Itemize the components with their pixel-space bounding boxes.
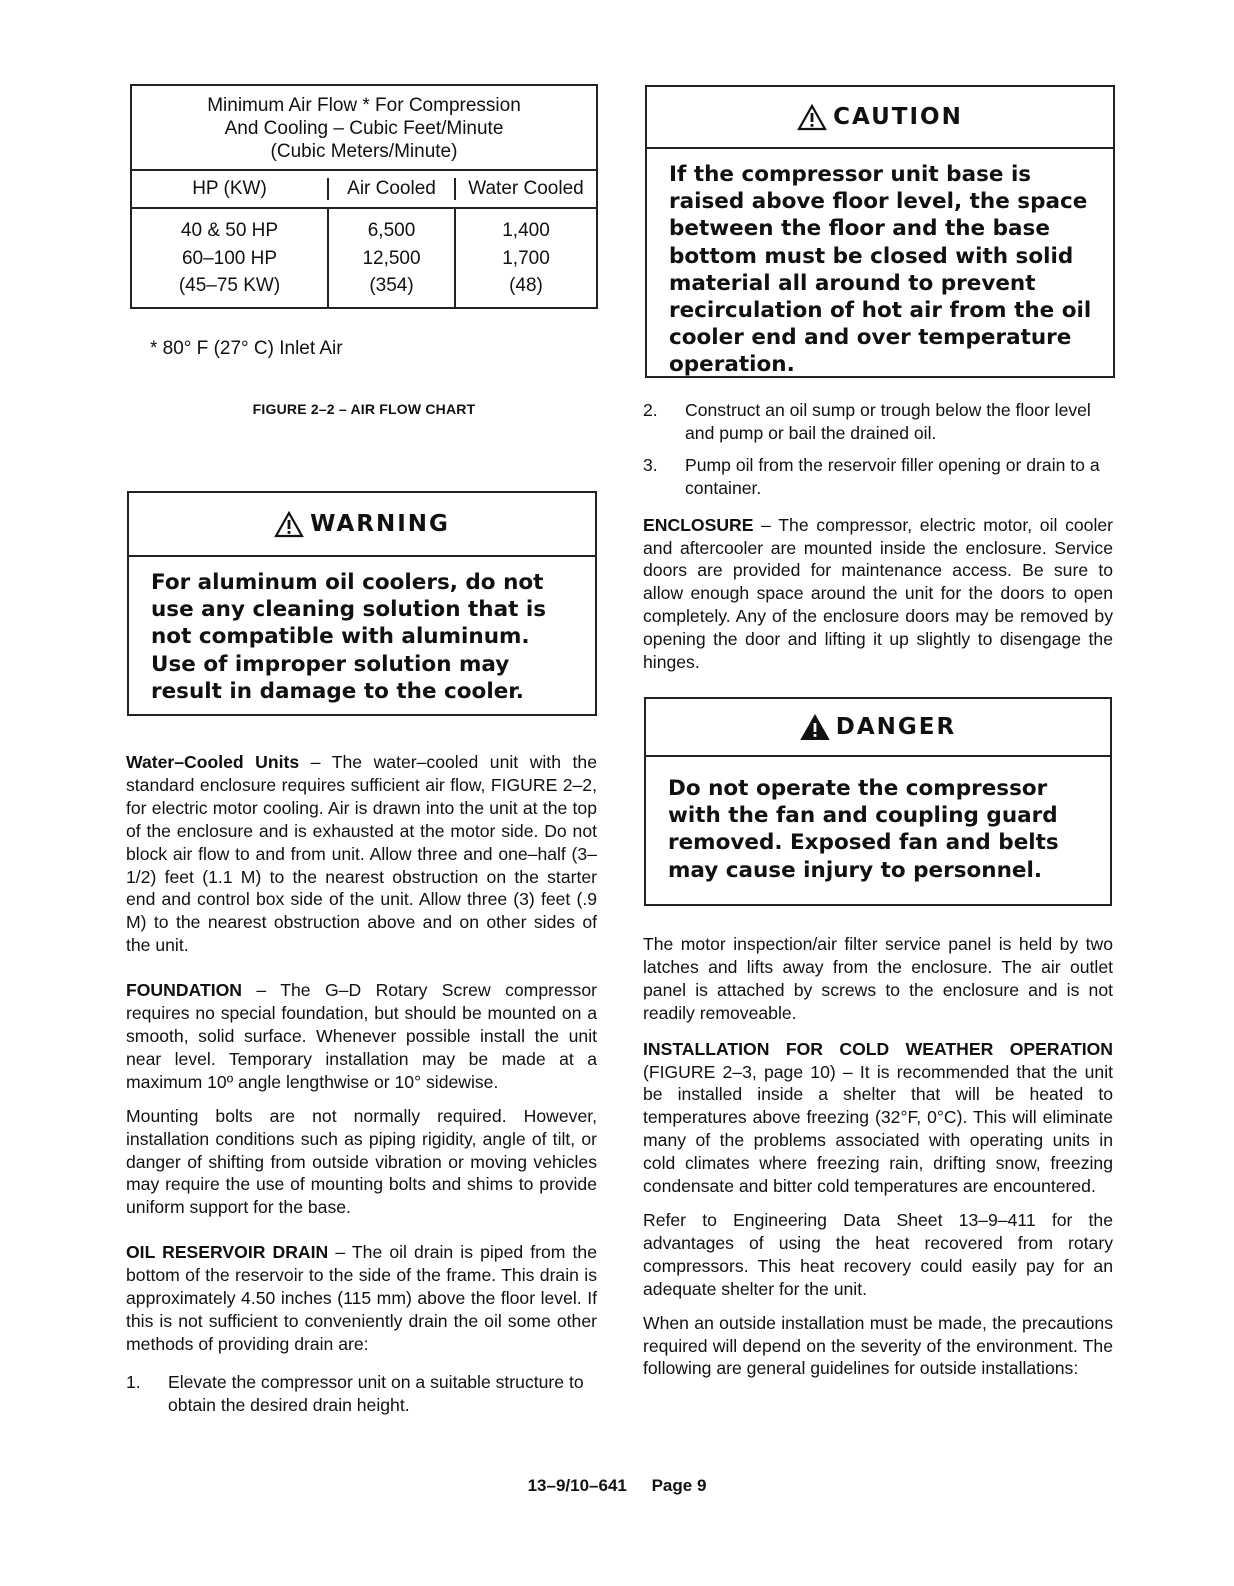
table-cell: 1,400 — [502, 220, 550, 241]
figure-caption: FIGURE 2–2 – AIR FLOW CHART — [252, 401, 476, 417]
danger-icon — [800, 714, 830, 741]
foundation-text: – The G–D Rotary Screw compressor requires no special foundation, but should be mounted on a smooth, solid surface. Whenever possible install the unit near level. Temporary installation may be made at a maximum 10º angle lengthwise or 10° sidewise. — [126, 980, 597, 1092]
air-cooled-column — [329, 209, 456, 307]
caution-text: If the compressor unit base is raised above floor level, the space between the floor and the base bottom must be closed with solid material all around to prevent recirculation of hot air from the oil cooler end and over temperature operation. — [669, 162, 1092, 378]
right-column — [643, 399, 1113, 674]
table-cell: 6,500 — [367, 220, 416, 241]
enclosure-text: – The compressor, electric motor, oil cooler and aftercooler are mounted inside the enclosure. Service doors are provided for maintenance access. Be sure to allow enough space around the unit for the doors to open completely. Any of the enclosure doors may be removed by opening the door and lifting it up slightly to disengage the hinges. — [643, 514, 1113, 673]
water-cooled-paragraph — [126, 751, 597, 957]
oil-drain-text: – The oil drain is piped from the bottom of the reservoir to the side of the frame. This drain is approximately 4.50 inches (115 mm) above the floor level. If this is not sufficient to conveniently drain the oil some other methods of providing drain are: — [126, 1242, 597, 1354]
caution-box — [645, 85, 1115, 378]
document-number: 13–9/10–641 — [527, 1476, 627, 1495]
foundation-paragraph — [126, 979, 597, 1094]
water-cooled-text: – The water–cooled unit with the standard enclosure requires sufficient air flow, FIGURE 2–2, for electric motor cooling. Air is drawn into the unit at the top of the enclosure and is exhausted at the motor side. Do not block air flow to and from unit. Allow three and one–half (3–1/2) feet (1.1 M) to the nearest obstruction on the starter end and control box side of the unit. Allow three (3) feet (.9 M) to the nearest obstruction above and on other sides of the unit. — [126, 752, 597, 956]
enclosure-heading: ENCLOSURE — [643, 514, 754, 535]
page-number: Page 9 — [651, 1476, 707, 1495]
mounting-paragraph: Mounting bolts are not normally required. However, installation conditions such as piping rigidity, angle of tilt, or danger of shifting from outside vibration or moving vehicles may require the use of mounting bolts and shims to provide uniform support for the base. — [126, 1105, 597, 1218]
foundation-heading: FOUNDATION — [126, 980, 242, 1001]
water-cooled-column — [456, 209, 596, 307]
danger-text: Do not operate the compressor with the fan and coupling guard removed. Exposed fan and belts may cause injury to personnel. — [668, 776, 1059, 883]
warning-icon — [274, 511, 304, 538]
warning-box — [127, 491, 597, 716]
airflow-table-caption: Minimum Air Flow * For Compression And Cooling – Cubic Feet/Minute (Cubic Meters/Minute) — [132, 86, 596, 171]
warning-title: WARNING — [310, 511, 450, 537]
column-header-hp: HP (KW) — [132, 178, 329, 200]
cold-weather-heading: INSTALLATION FOR COLD WEATHER OPERATION — [643, 1038, 1113, 1059]
enclosure-paragraph — [643, 514, 1113, 674]
left-column — [126, 751, 597, 1417]
list-item — [643, 399, 1113, 445]
list-text: Elevate the compressor unit on a suitable structure to obtain the desired drain height. — [168, 1371, 584, 1415]
refer-paragraph: Refer to Engineering Data Sheet 13–9–411 for the advantages of using the heat recovered from rotary compressors. This heat recovery could easily pay for an adequate shelter for the unit. — [643, 1209, 1113, 1299]
table-cell: (354) — [369, 275, 414, 296]
airflow-table-body — [132, 209, 596, 307]
danger-title: DANGER — [835, 714, 957, 740]
airflow-table — [130, 84, 598, 309]
danger-header — [646, 699, 1110, 757]
caution-icon — [797, 104, 827, 131]
table-cell: 12,500 — [362, 247, 421, 269]
table-cell: (45–75 KW) — [178, 275, 281, 296]
list-number: 2. — [643, 400, 658, 420]
list-text: Pump oil from the reservoir filler opening or drain to a container. — [685, 454, 1100, 498]
table-cell: 1,700 — [502, 247, 550, 269]
table-cell: 60–100 HP — [181, 247, 278, 269]
list-text: Construct an oil sump or trough below the floor level and pump or bail the drained oil. — [685, 400, 1091, 443]
oil-drain-paragraph — [126, 1241, 597, 1356]
column-header-water-cooled: Water Cooled — [468, 178, 584, 199]
list-number: 1. — [126, 1371, 141, 1392]
warning-text: For aluminum oil coolers, do not use any cleaning solution that is not compatible with aluminum. Use of improper solution may result in damage to the cooler. — [151, 570, 547, 704]
table-cell: (48) — [509, 275, 543, 296]
page-footer — [0, 1476, 1234, 1496]
caution-header — [647, 87, 1113, 149]
cold-weather-paragraph — [643, 1038, 1113, 1198]
hp-column — [132, 209, 329, 307]
water-cooled-heading: Water–Cooled Units — [126, 752, 300, 772]
list-item — [126, 1371, 597, 1417]
right-column-lower — [643, 933, 1113, 1380]
oil-drain-heading: OIL RESERVOIR DRAIN — [126, 1242, 329, 1263]
cold-weather-text: (FIGURE 2–3, page 10) – It is recommended that the unit be installed inside a shelter that will be heated to temperatures above freezing (32°F, 0°C). This will eliminate many of the problems associated with operating units in cold climates where freezing rain, drifting snow, freezing condensate and bitter cold temperatures are encountered. — [643, 1061, 1113, 1197]
outside-paragraph: When an outside installation must be made, the precautions required will depend on the severity of the environment. The following are general guidelines for outside installations: — [643, 1312, 1113, 1379]
airflow-table-header — [132, 171, 596, 209]
danger-box — [644, 697, 1112, 906]
table-cell: 40 & 50 HP — [180, 220, 279, 241]
column-header-air-cooled: Air Cooled — [329, 178, 456, 200]
warning-header — [129, 493, 595, 557]
panel-paragraph: The motor inspection/air filter service panel is held by two latches and lifts away from the enclosure. The air outlet panel is attached by screws to the enclosure and is not readily removeable. — [643, 934, 1113, 1023]
list-item — [643, 454, 1113, 500]
airflow-footnote: * 80° F (27° C) Inlet Air — [150, 338, 343, 359]
caution-title: CAUTION — [833, 104, 963, 130]
list-number: 3. — [643, 454, 658, 475]
